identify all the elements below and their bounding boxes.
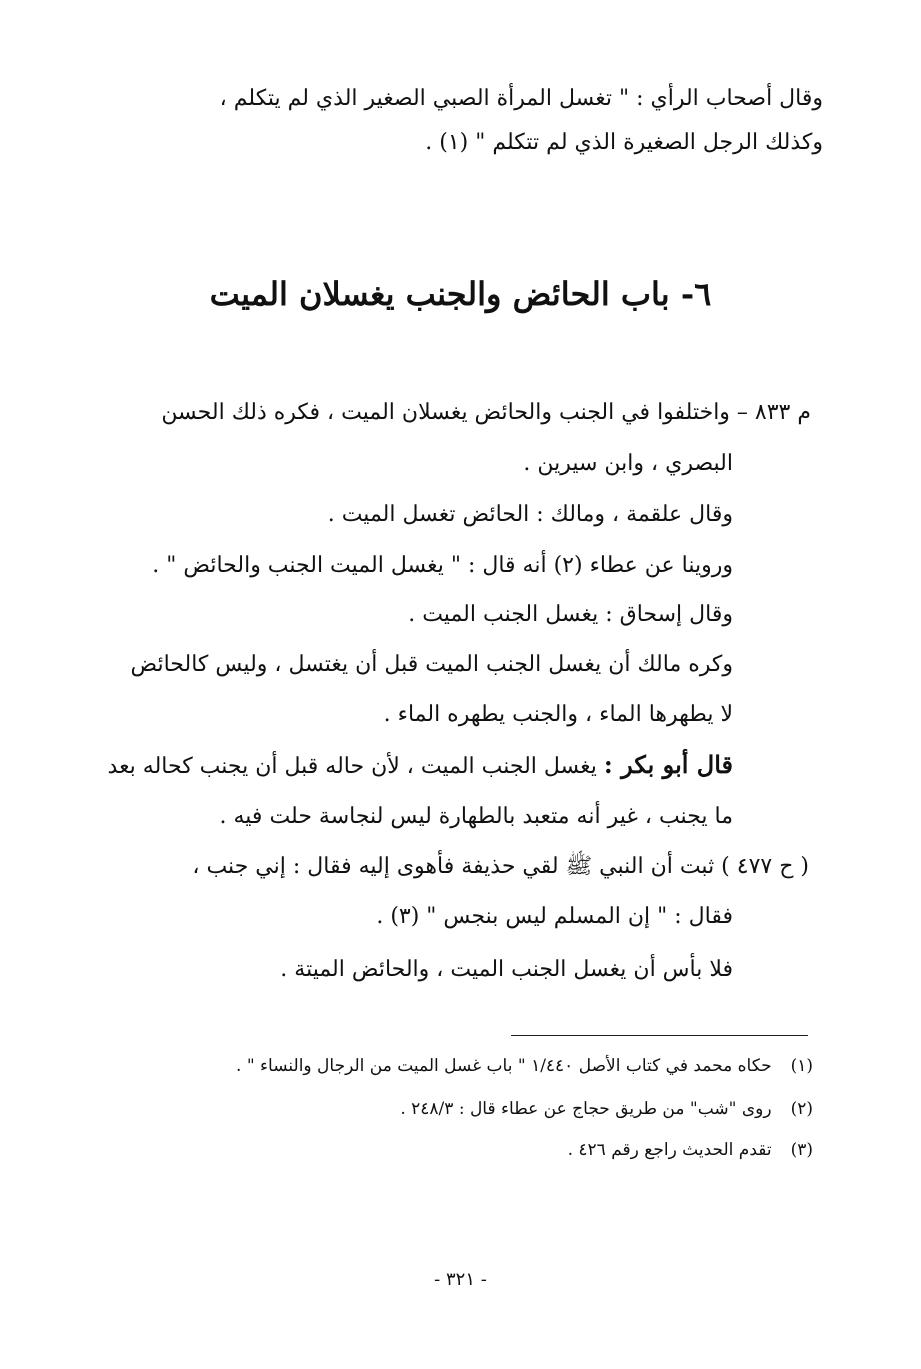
footnote-number: (٢)	[790, 1099, 813, 1119]
page-number: - ٣٢١ -	[434, 1269, 487, 1290]
chapter-title: ٦- باب الحائض والجنب يغسلان الميت	[209, 275, 712, 313]
hadith-477-line-1: ( ح ٤٧٧ ) ثبت أن النبي ﷺ لقي حذيفة فأهوى إليه فقال : إني جنب ،	[192, 854, 809, 879]
ishaq-line: وقال إسحاق : يغسل الجنب الميت .	[408, 602, 733, 627]
intro-line-1: وقال أصحاب الرأي : " تغسل المرأة الصبي الصغير الذي لم يتكلم ،	[219, 86, 823, 111]
footnote-2	[400, 1097, 813, 1121]
footnote-separator	[511, 1035, 808, 1036]
footnote-number: (٣)	[790, 1140, 813, 1160]
abubakr-line-1	[108, 750, 733, 782]
footnote-text: روى "شب" من طريق حجاج عن عطاء قال : ٢٤٨/٣ .	[400, 1099, 772, 1119]
footnote-3	[568, 1138, 813, 1162]
footnote-number: (١)	[790, 1056, 813, 1076]
abubakr-line-2: ما يجنب ، غير أنه متعبد بالطهارة ليس لنجاسة حلت فيه .	[219, 804, 733, 829]
abubakr-lead: قال أبو بكر :	[603, 750, 733, 779]
hadith-477-line-2: فقال : " إن المسلم ليس بنجس " (٣) .	[376, 904, 733, 929]
ata-line: وروينا عن عطاء (٢) أنه قال : " يغسل الميت الجنب والحائض " .	[152, 553, 733, 578]
footnote-text: حكاه محمد في كتاب الأصل ١/٤٤٠ " باب غسل الميت من الرجال والنساء " .	[236, 1056, 772, 1076]
m833-line-2: البصري ، وابن سيرين .	[523, 451, 733, 476]
conclusion-line: فلا بأس أن يغسل الجنب الميت ، والحائض الميتة .	[280, 957, 733, 982]
malik-line-2: لا يطهرها الماء ، والجنب يطهره الماء .	[383, 702, 733, 727]
alqama-line: وقال علقمة ، ومالك : الحائض تغسل الميت .	[327, 502, 733, 527]
m833-line-1: م ٨٣٣ – واختلفوا في الجنب والحائض يغسلان الميت ، فكره ذلك الحسن	[161, 400, 811, 425]
footnote-text: تقدم الحديث راجع رقم ٤٢٦ .	[567, 1140, 772, 1160]
abubakr-text: يغسل الجنب الميت ، لأن حاله قبل أن يجنب كحاله بعد	[107, 754, 597, 779]
intro-line-2: وكذلك الرجل الصغيرة الذي لم تتكلم " (١) .	[425, 130, 823, 155]
malik-line-1: وكره مالك أن يغسل الجنب الميت قبل أن يغتسل ، وليس كالحائض	[130, 652, 733, 677]
footnote-1	[236, 1054, 813, 1078]
